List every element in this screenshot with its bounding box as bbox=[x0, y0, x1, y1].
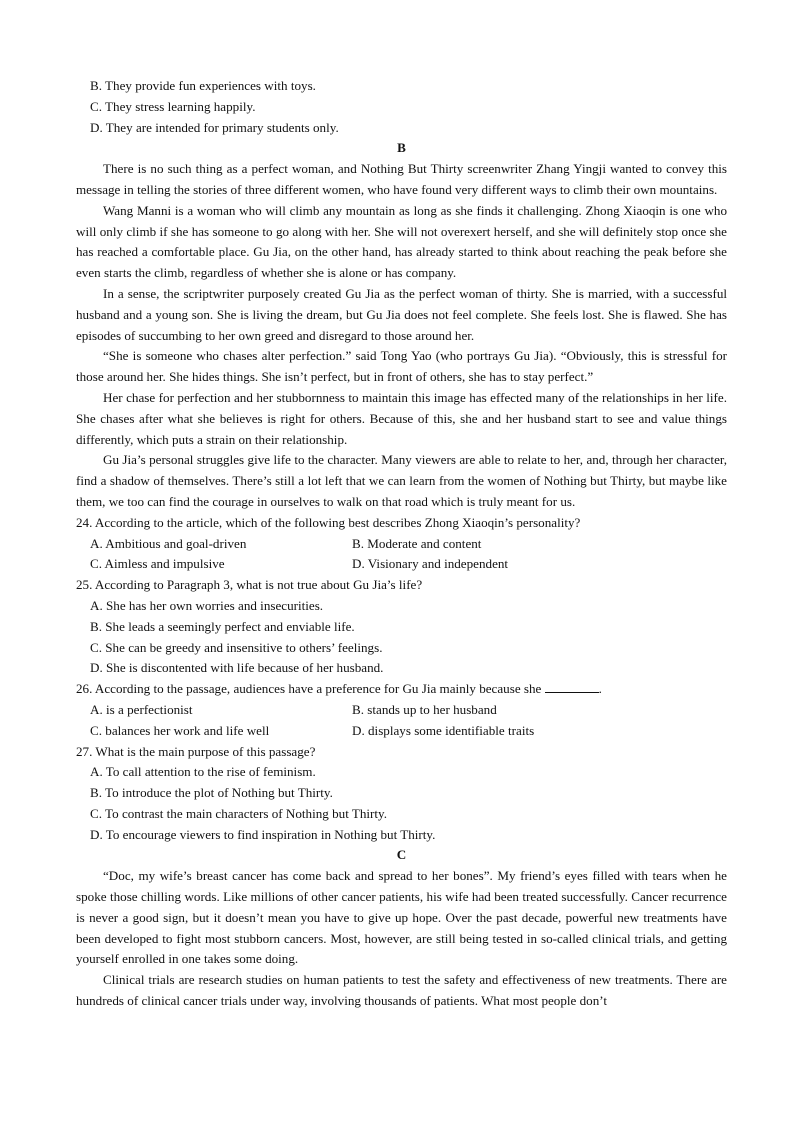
option: A. Ambitious and goal-driven bbox=[90, 535, 247, 551]
option: C. To contrast the main characters of Nothing but Thirty. bbox=[90, 805, 388, 821]
option: D. They are intended for primary students only. bbox=[90, 119, 339, 135]
option: C. She can be greedy and insensitive to others’ feelings. bbox=[90, 639, 383, 655]
exam-page bbox=[76, 76, 727, 1012]
section-heading-b: B bbox=[397, 140, 406, 156]
question-27 bbox=[76, 742, 727, 846]
option: B. Moderate and content bbox=[352, 535, 482, 551]
question-26 bbox=[76, 679, 727, 741]
passage-paragraph: Her chase for perfection and her stubbornness to maintain this image has effected many of the relationships in her life. She chases after what she believes is right for others. Because of this, she and her husband start to see and value things differently, which puts a strain on their relationship. bbox=[76, 389, 727, 447]
option: C. They stress learning happily. bbox=[90, 98, 256, 114]
option: A. To call attention to the rise of feminism. bbox=[90, 764, 316, 780]
passage-paragraph: Clinical trials are research studies on human patients to test the safety and effectiveness of new treatments. There are hundreds of clinical cancer trials under way, involving thousands of patients. What most people don’t bbox=[76, 972, 727, 1009]
option: D. She is discontented with life because of her husband. bbox=[90, 660, 384, 676]
answer-blank bbox=[545, 680, 599, 693]
passage-paragraph: “Doc, my wife’s breast cancer has come back and spread to her bones”. My friend’s eyes filled with tears when he spoke those chilling words. Like millions of other cancer patients, his wife had been treated successfully. Cancer recurrence is never a good sign, but it doesn’t mean you have to give up hope. Over the past decade, powerful new treatments have been developed to fight most stubborn cancers. Most, however, are still being tested in so-called clinical trials, and getting yourself enrolled in one takes some doing. bbox=[76, 868, 727, 967]
option: B. They provide fun experiences with toys. bbox=[90, 78, 316, 93]
question-stem: 25. According to Paragraph 3, what is not true about Gu Jia’s life? bbox=[76, 577, 423, 593]
option: D. displays some identifiable traits bbox=[352, 722, 535, 738]
option: B. To introduce the plot of Nothing but Thirty. bbox=[90, 785, 333, 801]
question-stem-row bbox=[76, 679, 727, 700]
option: C. balances her work and life well bbox=[90, 722, 270, 738]
option-row bbox=[76, 534, 727, 555]
question-stem: 27. What is the main purpose of this passage? bbox=[76, 743, 316, 759]
option: C. Aimless and impulsive bbox=[90, 556, 225, 572]
stem-end: . bbox=[598, 681, 602, 697]
option: A. She has her own worries and insecurities. bbox=[90, 597, 324, 613]
option: D. To encourage viewers to find inspiration in Nothing but Thirty. bbox=[90, 826, 436, 842]
question-stem: 26. According to the passage, audiences have a preference for Gu Jia mainly because she bbox=[76, 681, 542, 697]
option-row bbox=[76, 721, 727, 742]
question-stem: 24. According to the article, which of the following best describes Zhong Xiaoqin’s personality? bbox=[76, 514, 581, 530]
option-row bbox=[76, 700, 727, 721]
passage-paragraph: Wang Manni is a woman who will climb any mountain as long as she finds it challenging. Zhong Xiaoqin is one who will only climb if she has someone to go along with her. She will not overexert herself, and she will definitely stop once she has reached a comfortable place. Gu Jia, on the other hand, has already started to think about reaching the peak before she even starts the climb, regardless of whether she is alone or has company. bbox=[76, 202, 727, 281]
option: D. Visionary and independent bbox=[352, 556, 509, 572]
option-row bbox=[76, 554, 727, 575]
option: B. She leads a seemingly perfect and enviable life. bbox=[90, 618, 355, 634]
question-25 bbox=[76, 575, 727, 679]
passage-paragraph: Gu Jia’s personal struggles give life to the character. Many viewers are able to relate to her, and, through her character, find a shadow of themselves. There’s still a lot left that we can learn from the women of Nothing but Thirty, but maybe like them, we too can find the courage in ourselves to walk on that road which is truly meant for us. bbox=[76, 452, 727, 509]
passage-paragraph: There is no such thing as a perfect woman, and Nothing But Thirty screenwriter Zhang Yingji wanted to convey this message in telling the stories of three different women, who have found very different ways to climb their own mountains. bbox=[76, 161, 727, 197]
option: B. stands up to her husband bbox=[352, 701, 497, 717]
passage-paragraph: In a sense, the scriptwriter purposely created Gu Jia as the perfect woman of thirty. She is married, with a successful husband and a young son. She is living the dream, but Gu Jia does not feel complete. She feels lost. She is flawed. She has episodes of succumbing to her own greed and disregard to those around her. bbox=[76, 285, 727, 343]
top-option-list bbox=[76, 76, 727, 138]
question-24 bbox=[76, 513, 727, 575]
option: A. is a perfectionist bbox=[90, 701, 193, 717]
passage-paragraph: “She is someone who chases alter perfection.” said Tong Yao (who portrays Gu Jia). “Obviously, this is stressful for those around her. She hides things. She isn’t perfect, but in front of others, she has to stay perfect.” bbox=[76, 348, 727, 385]
section-heading-c: C bbox=[396, 847, 407, 863]
